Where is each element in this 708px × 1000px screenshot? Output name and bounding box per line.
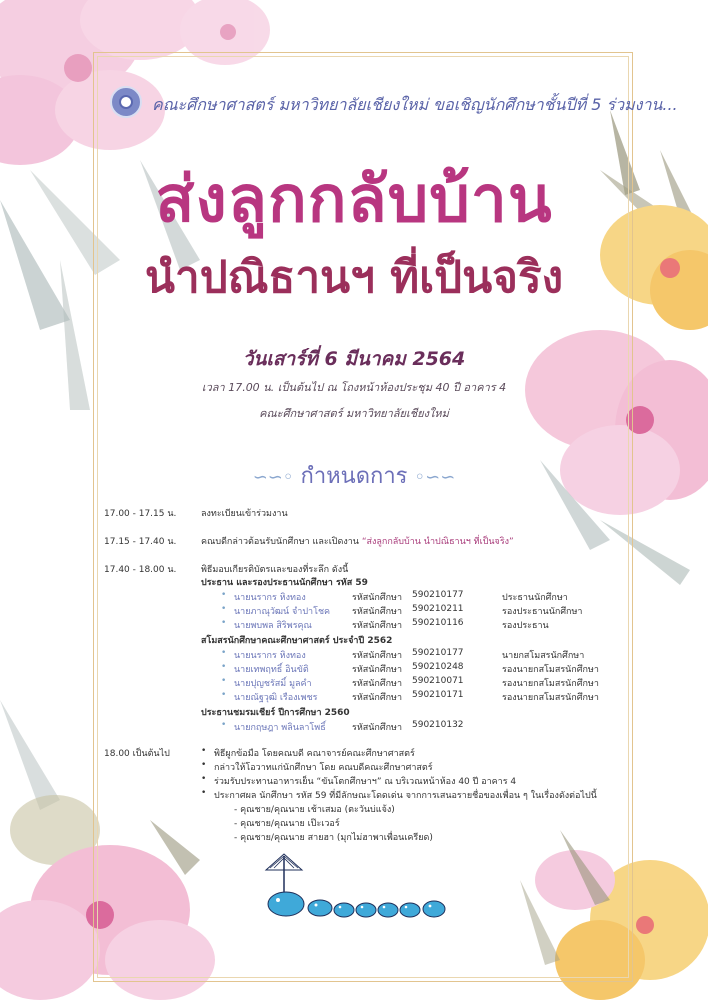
group-heading: ประธาน และรองประธานนักศึกษา รหัส 59 <box>201 578 368 588</box>
slot-item: กล่าวให้โอวาทแก่นักศึกษา โดย คณบดีคณะศึกษาศาสตร์ <box>214 763 433 773</box>
slot-item: ประกาศผล นักศึกษา รหัส 59 ที่มีลักษณะโดดเด่น จากการเสนอรายชื่อของเพื่อน ๆ ในเรื่องดังต่อไปนี้ <box>214 791 597 801</box>
member-id-label: รหัสนักศึกษา <box>352 723 403 733</box>
bullet-icon: • <box>221 648 227 658</box>
slot-text: ลงทะเบียนเข้าร่วมงาน <box>201 509 288 519</box>
member-id: 590210171 <box>412 690 464 700</box>
member-role: นายกสโมสรนักศึกษา <box>502 651 585 661</box>
member-role: รองนายกสโมสรนักศึกษา <box>502 693 599 703</box>
member-id: 590210177 <box>412 590 464 600</box>
bullet-icon: • <box>201 760 207 770</box>
elephants-parasol-icon <box>262 852 452 922</box>
slot-time: 17.15 - 17.40 น. <box>104 537 177 547</box>
member-role: รองนายกสโมสรนักศึกษา <box>502 665 599 675</box>
award-category: - คุณชาย/คุณนาย เช้าเสมอ (ตะวันบ่แจ้ง) <box>234 805 395 815</box>
member-name: นายพบพล สิริพรคุณ <box>234 621 312 631</box>
bullet-icon: • <box>221 720 227 730</box>
member-id-label: รหัสนักศึกษา <box>352 651 403 661</box>
slot-item: พิธีผูกข้อมือ โดยคณบดี คณาจารย์คณะศึกษาศาสตร์ <box>214 749 415 759</box>
award-category: - คุณชาย/คุณนาย เป๊ะเวอร์ <box>234 819 340 829</box>
slot-text: คณบดีกล่าวต้อนรับนักศึกษา และเปิดงาน <box>201 537 359 547</box>
event-date: วันเสาร์ที่ 6 มีนาคม 2564 <box>242 348 466 370</box>
member-role: รองประธาน <box>502 621 549 631</box>
bullet-icon: • <box>221 618 227 628</box>
event-name-highlight: “ส่งลูกกลับบ้าน นำปณิธานฯ ที่เป็นจริง” <box>361 537 514 547</box>
member-id-label: รหัสนักศึกษา <box>352 593 403 603</box>
bullet-icon: • <box>201 746 207 756</box>
member-id: 590210248 <box>412 662 464 672</box>
member-id: 590210177 <box>412 648 464 658</box>
slot-time: 17.00 - 17.15 น. <box>104 509 177 519</box>
group-heading: ประธานชมรมเชียร์ ปีการศึกษา 2560 <box>201 708 350 718</box>
faculty-seal-icon <box>110 86 142 118</box>
member-id: 590210071 <box>412 676 464 686</box>
member-role: รองนายกสโมสรนักศึกษา <box>502 679 599 689</box>
bullet-icon: • <box>221 604 227 614</box>
member-id-label: รหัสนักศึกษา <box>352 665 403 675</box>
bullet-icon: • <box>221 662 227 672</box>
header <box>110 86 678 120</box>
member-id-label: รหัสนักศึกษา <box>352 693 403 703</box>
page-subtitle: นำปณิธานฯ ที่เป็นจริง <box>144 252 564 303</box>
member-name: นายปุญชรัสมิ์ มูลคำ <box>234 679 312 689</box>
group-heading: สโมสรนักศึกษาคณะศึกษาศาสตร์ ประจำปี 2562 <box>201 636 393 646</box>
member-id: 590210132 <box>412 720 464 730</box>
member-id-label: รหัสนักศึกษา <box>352 621 403 631</box>
slot-text-wrap <box>201 534 514 548</box>
slot-time: 18.00 เป็นต้นไป <box>104 749 170 759</box>
member-name: นายณัฐวุฒิ เรืองเพชร <box>234 693 318 703</box>
member-name: นายนรากร หิงทอง <box>234 593 306 603</box>
member-id: 590210116 <box>412 618 464 628</box>
bullet-icon: • <box>201 788 207 798</box>
swirl-right-icon: ◦∽∽ <box>414 467 456 488</box>
slot-item: ร่วมรับประทานอาหารเย็น “ขันโตกศึกษาฯ” ณ บริเวณหน้าห้อง 40 ปี อาคาร 4 <box>214 777 517 787</box>
member-name: นายเทพฤทธิ์ อินขัติ <box>234 665 309 675</box>
bullet-icon: • <box>221 676 227 686</box>
bullet-icon: • <box>201 774 207 784</box>
page-title: ส่งลูกกลับบ้าน <box>155 163 553 237</box>
schedule-heading-text: กำหนดการ <box>300 464 408 489</box>
member-name: นายภาณุวัฒน์ จำปาโชค <box>234 607 331 617</box>
invite-text: คณะศึกษาศาสตร์ มหาวิทยาลัยเชียงใหม่ ขอเชิญนักศึกษาชั้นปีที่ 5 ร่วมงาน... <box>152 95 678 114</box>
swirl-left-icon: ∽∽◦ <box>252 467 294 488</box>
bullet-icon: • <box>221 590 227 600</box>
member-id: 590210211 <box>412 604 464 614</box>
member-role: ประธานนักศึกษา <box>502 593 568 603</box>
event-time: เวลา 17.00 น. เป็นต้นไป ณ โถงหน้าห้องประชุม 40 ปี อาคาร 4 <box>201 381 507 394</box>
schedule-heading <box>0 458 708 493</box>
member-role: รองประธานนักศึกษา <box>502 607 583 617</box>
member-name: นายนรากร หิงทอง <box>234 651 306 661</box>
member-name: นายกฤษฎา พลินลาโพธิ์ <box>234 723 326 733</box>
member-id-label: รหัสนักศึกษา <box>352 607 403 617</box>
bullet-icon: • <box>221 690 227 700</box>
award-category: - คุณชาย/คุณนาย สายฮา (มุกไม่ฮาพาเพื่อนเครียด) <box>234 833 433 843</box>
member-id-label: รหัสนักศึกษา <box>352 679 403 689</box>
slot-text: พิธีมอบเกียรติบัตรและของที่ระลึก ดังนี้ <box>201 565 349 575</box>
event-place: คณะศึกษาศาสตร์ มหาวิทยาลัยเชียงใหม่ <box>259 407 449 420</box>
slot-time: 17.40 - 18.00 น. <box>104 565 177 575</box>
